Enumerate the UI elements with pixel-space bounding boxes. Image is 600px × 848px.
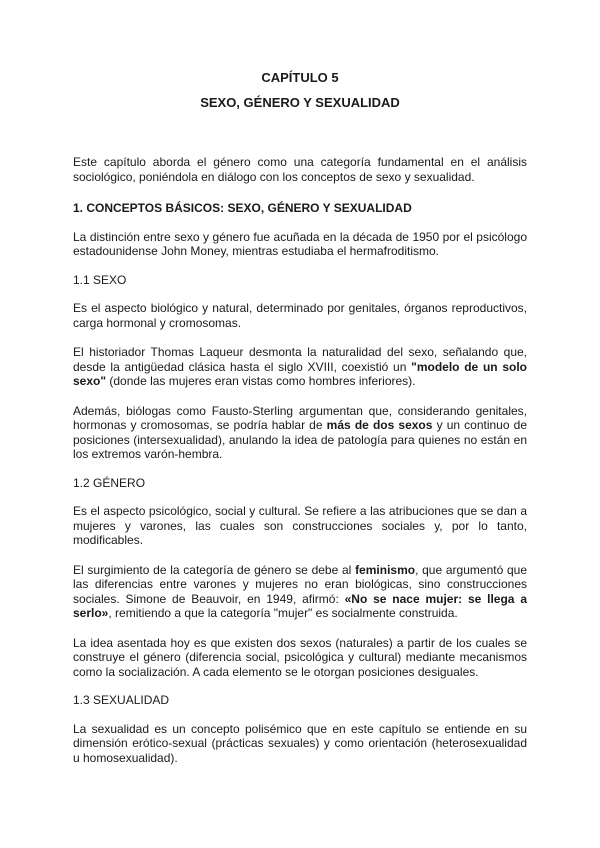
chapter-title: SEXO, GÉNERO Y SEXUALIDAD xyxy=(200,95,400,110)
text-feminismo-middle: , que argumentó que las diferencias entre varones y mujeres no eran biológicas, sino construcciones sociales. Simone de Beauvoir, en 1949, afirmó: xyxy=(73,562,527,606)
text-laqueur-start: El historiador Thomas Laqueur desmonta la naturalidad del sexo, señalando que, desde la antigüedad clásica hasta el siglo XVIII, coexistió un xyxy=(73,345,527,374)
intro-paragraph: Este capítulo aborda el género como una categoría fundamental en el análisis sociológico, poniéndola en diálogo con los conceptos de sexo y sexualidad. xyxy=(73,155,527,184)
subheading-sexo: 1.1 SEXO xyxy=(73,272,127,287)
text-laqueur-end: (donde las mujeres eran vistas como hombres inferiores). xyxy=(106,374,416,388)
paragraph-genero-definicion: Es el aspecto psicológico, social y cultural. Se refiere a las atribuciones que se dan a mujeres y varones, las cuales son construcciones sociales y, por lo tanto, modificables. xyxy=(73,504,527,547)
paragraph-laqueur xyxy=(73,345,527,389)
paragraph-feminismo xyxy=(73,563,527,621)
document-page xyxy=(73,70,527,765)
emphasis-feminismo: feminismo xyxy=(355,562,416,577)
paragraph-distincion: La distinción entre sexo y género fue acuñada en la década de 1950 por el psicólogo estadounidense John Money, mientras estudiaba el hermafroditismo. xyxy=(73,229,527,258)
chapter-number: CAPÍTULO 5 xyxy=(261,70,339,85)
subheading-genero: 1.2 GÉNERO xyxy=(73,475,146,490)
text-fausto-end: y un continuo de posiciones (intersexualidad), anulando la idea de patología para quienes no están en los extremos varón-hembra. xyxy=(73,418,528,461)
section-heading-conceptos: 1. CONCEPTOS BÁSICOS: SEXO, GÉNERO Y SEXUALIDAD xyxy=(73,201,412,215)
emphasis-beauvoir-quote: «No se nace mujer: se llega a serlo» xyxy=(73,591,527,620)
paragraph-sexo-definicion: Es el aspecto biológico y natural, determinado por genitales, órganos reproductivos, carga hormonal y cromosomas. xyxy=(73,301,527,330)
paragraph-sexualidad: La sexualidad es un concepto polisémico que en este capítulo se entiende en su dimensión erótico-sexual (prácticas sexuales) y como orientación (heterosexualidad u homosexualidad). xyxy=(73,721,527,765)
emphasis-mas-de-dos-sexos: más de dos sexos xyxy=(326,418,433,432)
paragraph-idea-asentada: La idea asentada hoy es que existen dos sexos (naturales) a partir de los cuales se construye el género (diferencia social, psicológica y cultural) mediante mecanismos como la socialización. A cada elemento se le otorgan posiciones desiguales. xyxy=(73,635,527,679)
paragraph-fausto-sterling xyxy=(73,404,527,462)
text-feminismo-end: , remitiendo a que la categoría "mujer" es socialmente construida. xyxy=(108,606,458,620)
text-feminismo-start: El surgimiento de la categoría de género se debe al xyxy=(73,562,356,577)
text-fausto-start: Además, biólogas como Fausto-Sterling argumentan que, considerando genitales, hormonas y cromosomas, se podría hablar de xyxy=(73,403,527,432)
emphasis-modelo-un-sexo: "modelo de un solo sexo" xyxy=(73,359,527,388)
subheading-sexualidad: 1.3 SEXUALIDAD xyxy=(73,693,170,707)
